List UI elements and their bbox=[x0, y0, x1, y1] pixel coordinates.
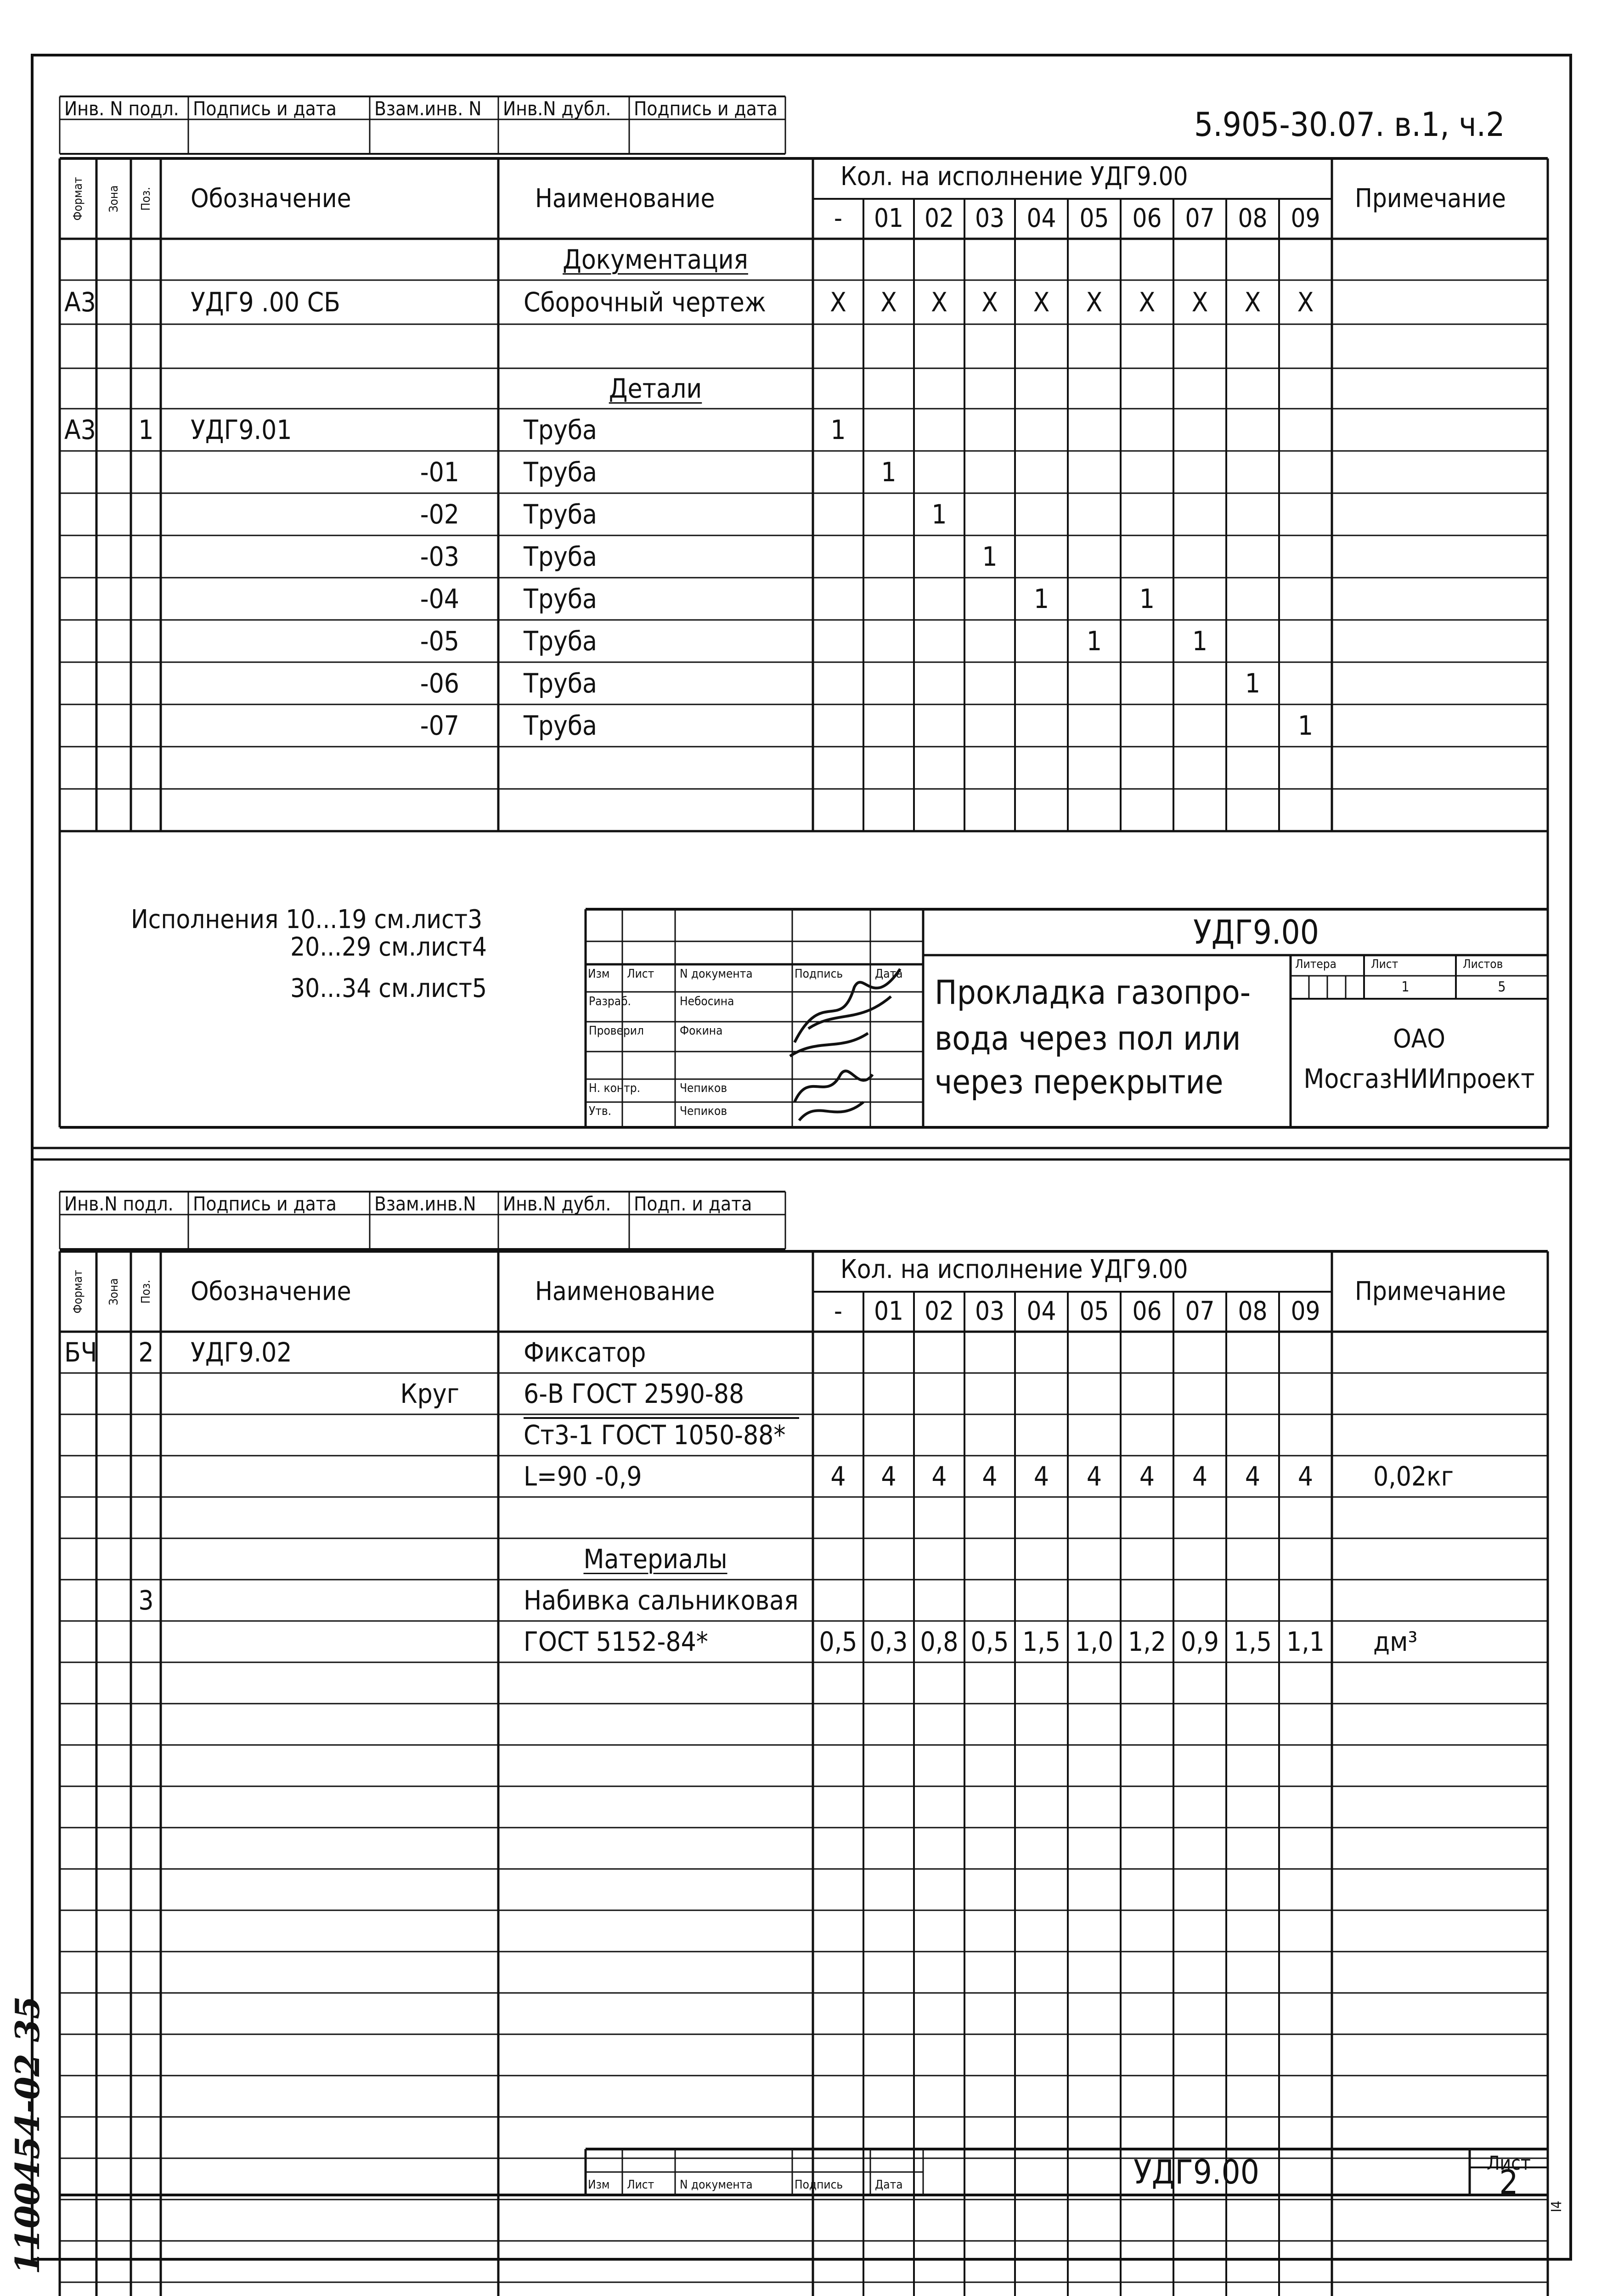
cell-qty: 1,5 bbox=[1234, 1626, 1272, 1657]
stamp-label: Инв.N подл. bbox=[64, 1193, 174, 1215]
bb-col-podp: Подпись bbox=[795, 2178, 843, 2192]
signature bbox=[790, 1033, 868, 1056]
bb-list-label: Лист bbox=[1487, 2152, 1531, 2174]
cell-qty: 0,9 bbox=[1181, 1626, 1219, 1657]
cell-qty: 1 bbox=[931, 499, 947, 530]
cell-qty: Х bbox=[880, 287, 897, 318]
cell-qty: 4 bbox=[830, 1461, 846, 1492]
bb-col-izm: Изм bbox=[588, 2178, 610, 2192]
cell-qty: 1 bbox=[830, 414, 846, 445]
cell-naimenovanie: Труба bbox=[524, 499, 598, 530]
tb-designation: УДГ9.00 bbox=[1193, 913, 1319, 951]
header-oboznachenie: Обозначение bbox=[191, 1276, 351, 1306]
tb-col-data: Дата bbox=[875, 967, 903, 981]
cell-naimenovanie: ГОСТ 5152-84* bbox=[524, 1626, 708, 1657]
stamp-label: Подп. и дата bbox=[634, 1193, 752, 1215]
tb-title-line: через перекрытие bbox=[935, 1063, 1224, 1101]
header-naimenovanie: Наименование bbox=[535, 1276, 715, 1306]
cell-qty: Х bbox=[1244, 287, 1261, 318]
cell-qty: Х bbox=[1086, 287, 1103, 318]
cell-qty: 4 bbox=[1139, 1461, 1155, 1492]
tb-prover: Проверил bbox=[589, 1024, 644, 1038]
cell-naimenovanie: Труба bbox=[524, 541, 598, 572]
tb-listov: Листов bbox=[1463, 957, 1503, 971]
header-variant: 07 bbox=[1185, 1296, 1215, 1327]
cell-qty: 4 bbox=[1033, 1461, 1049, 1492]
header-zona: Зона bbox=[107, 1278, 121, 1305]
tb-prover-name: Фокина bbox=[680, 1024, 723, 1038]
header-variant: 08 bbox=[1238, 203, 1268, 234]
signature bbox=[795, 1071, 873, 1120]
frame bbox=[32, 55, 1571, 2259]
header-format: Формат bbox=[71, 177, 85, 220]
tb-col-podp: Подпись bbox=[795, 967, 843, 981]
stamp-label: Инв.N дубл. bbox=[503, 1193, 611, 1215]
cell-oboznachenie: -07 bbox=[420, 710, 459, 741]
header-primechanie: Примечание bbox=[1355, 183, 1506, 214]
tb-listov-value: 5 bbox=[1498, 979, 1506, 995]
tb-list-value: 1 bbox=[1401, 979, 1410, 995]
tb-org: МосгазНИИпроект bbox=[1303, 1063, 1535, 1094]
cell-qty: 1 bbox=[1033, 583, 1049, 614]
cell-oboznachenie: УДГ9.02 bbox=[191, 1337, 292, 1368]
cell-oboznachenie: -05 bbox=[420, 625, 459, 657]
cell-qty: 1,2 bbox=[1128, 1626, 1166, 1657]
cell-qty: 1,5 bbox=[1022, 1626, 1060, 1657]
header-kol: Кол. на исполнение УДГ9.00 bbox=[840, 162, 1188, 191]
cell-note: дм³ bbox=[1373, 1626, 1418, 1657]
variants-note: 30...34 см.лист5 bbox=[290, 974, 487, 1003]
cell-qty: Х bbox=[830, 287, 846, 318]
header-variant: 09 bbox=[1291, 203, 1320, 234]
tb-org: ОАО bbox=[1393, 1024, 1445, 1054]
section-heading: Детали bbox=[609, 373, 702, 404]
cell-naimenovanie: Труба bbox=[524, 456, 598, 488]
cell-oboznachenie: УДГ9 .00 СБ bbox=[191, 287, 340, 318]
header-variant: 05 bbox=[1079, 1296, 1109, 1327]
cell-qty: 0,3 bbox=[869, 1626, 908, 1657]
cell-qty: Х bbox=[1191, 287, 1208, 318]
cell-naimenovanie: 6-В ГОСТ 2590-88 bbox=[524, 1378, 744, 1409]
cell-qty: 1 bbox=[1297, 710, 1314, 741]
document-code: 5.905-30.07. в.1, ч.2 bbox=[1194, 105, 1505, 144]
cell-format: БЧ bbox=[64, 1337, 97, 1368]
cell-qty: 1,0 bbox=[1075, 1626, 1113, 1657]
cell-oboznachenie: УДГ9.01 bbox=[191, 414, 292, 445]
cell-poz: 1 bbox=[138, 414, 154, 445]
cell-qty: 1 bbox=[881, 456, 897, 488]
cell-qty: 0,5 bbox=[819, 1626, 857, 1657]
section-heading: Документация bbox=[563, 244, 748, 275]
tb-litera: Литера bbox=[1295, 957, 1336, 971]
stamp-label: Подпись и дата bbox=[193, 1193, 337, 1215]
stamp-label: Инв.N дубл. bbox=[503, 97, 611, 120]
cell-note: 0,02кг bbox=[1373, 1461, 1454, 1492]
stamp-label: Подпись и дата bbox=[193, 97, 337, 120]
cell-qty: 1 bbox=[1139, 583, 1155, 614]
cell-naimenovanie: Фиксатор bbox=[524, 1337, 646, 1368]
tb-utv-name: Чепиков bbox=[680, 1104, 727, 1118]
cell-naimenovanie: Труба bbox=[524, 668, 598, 699]
cell-qty: 1 bbox=[982, 541, 998, 572]
header-poz: Поз. bbox=[139, 1279, 153, 1304]
header-oboznachenie: Обозначение bbox=[191, 183, 351, 214]
header-kol: Кол. на исполнение УДГ9.00 bbox=[840, 1255, 1188, 1284]
bb-col-data: Дата bbox=[875, 2178, 903, 2192]
margin-handwritten-number: 1100454-02 35 bbox=[8, 1996, 47, 2275]
stamp-label: Взам.инв.N bbox=[374, 1193, 476, 1215]
header-poz: Поз. bbox=[139, 186, 153, 211]
tb-nkontr: Н. контр. bbox=[589, 1081, 641, 1095]
bb-list-value: 2 bbox=[1499, 2163, 1518, 2201]
cell-qty: 0,5 bbox=[970, 1626, 1009, 1657]
header-variant: 03 bbox=[975, 1296, 1005, 1327]
cell-qty: Х bbox=[931, 287, 947, 318]
header-variant: 06 bbox=[1132, 203, 1162, 234]
header-variant: 02 bbox=[924, 1296, 954, 1327]
header-variant: 04 bbox=[1026, 1296, 1056, 1327]
cell-poz: 2 bbox=[138, 1337, 154, 1368]
cell-naimenovanie: Ст3-1 ГОСТ 1050-88* bbox=[524, 1419, 786, 1451]
tb-razrab-name: Небосина bbox=[680, 995, 734, 1008]
header-variant: 06 bbox=[1132, 1296, 1162, 1327]
header-variant: 09 bbox=[1291, 1296, 1320, 1327]
header-variant: 02 bbox=[924, 203, 954, 234]
cell-poz: 3 bbox=[138, 1585, 154, 1616]
cell-naimenovanie: Набивка сальниковая bbox=[524, 1585, 799, 1616]
tb-title-line: вода через пол или bbox=[935, 1019, 1241, 1058]
cell-oboznachenie: Круг bbox=[400, 1378, 459, 1409]
variants-note: Исполнения 10...19 см.лист3 bbox=[131, 905, 483, 934]
tb-utv: Утв. bbox=[589, 1104, 612, 1118]
cell-naimenovanie: L=90 -0,9 bbox=[524, 1461, 642, 1492]
tb-nkontr-name: Чепиков bbox=[680, 1081, 727, 1095]
header-naimenovanie: Наименование bbox=[535, 183, 715, 214]
cell-qty: Х bbox=[981, 287, 998, 318]
cell-format: А3 bbox=[64, 414, 96, 445]
cell-oboznachenie: -04 bbox=[420, 583, 459, 614]
cell-qty: 4 bbox=[1245, 1461, 1261, 1492]
cell-oboznachenie: -02 bbox=[420, 499, 459, 530]
tb-col-list: Лист bbox=[627, 967, 654, 981]
bb-designation: УДГ9.00 bbox=[1133, 2153, 1259, 2191]
header-variant: - bbox=[834, 1296, 843, 1327]
cell-qty: 1 bbox=[1245, 668, 1261, 699]
tb-title-line: Прокладка газопро- bbox=[935, 973, 1251, 1012]
header-variant: 05 bbox=[1079, 203, 1109, 234]
header-variant: - bbox=[834, 203, 843, 234]
header-zona: Зона bbox=[107, 185, 121, 212]
cell-oboznachenie: -03 bbox=[420, 541, 459, 572]
section-heading: Материалы bbox=[583, 1543, 727, 1575]
header-variant: 07 bbox=[1185, 203, 1215, 234]
cell-format: А3 bbox=[64, 287, 96, 318]
cell-oboznachenie: -01 bbox=[420, 456, 459, 488]
stamp-label: Взам.инв. N bbox=[374, 97, 482, 120]
cell-qty: Х bbox=[1033, 287, 1050, 318]
cell-oboznachenie: -06 bbox=[420, 668, 459, 699]
cell-qty: 4 bbox=[1192, 1461, 1208, 1492]
cell-qty: 0,8 bbox=[920, 1626, 959, 1657]
cell-qty: 4 bbox=[982, 1461, 998, 1492]
bb-col-list: Лист bbox=[627, 2178, 654, 2192]
cell-qty: 4 bbox=[881, 1461, 897, 1492]
cell-qty: 4 bbox=[931, 1461, 947, 1492]
cell-qty: Х bbox=[1297, 287, 1314, 318]
variants-note: 20...29 см.лист4 bbox=[290, 932, 487, 962]
header-variant: 03 bbox=[975, 203, 1005, 234]
header-variant: 04 bbox=[1026, 203, 1056, 234]
cell-qty: 4 bbox=[1086, 1461, 1102, 1492]
bb-col-ndoc: N документа bbox=[680, 2178, 753, 2192]
stamp-label: Подпись и дата bbox=[634, 97, 778, 120]
header-variant: 01 bbox=[874, 1296, 904, 1327]
corner-note: Ⅰ4 bbox=[1549, 2200, 1565, 2212]
cell-qty: 1 bbox=[1192, 625, 1208, 657]
cell-naimenovanie: Труба bbox=[524, 583, 598, 614]
cell-qty: 4 bbox=[1297, 1461, 1314, 1492]
cell-naimenovanie: Сборочный чертеж bbox=[524, 287, 766, 318]
header-variant: 01 bbox=[874, 203, 904, 234]
stamp-label: Инв. N подл. bbox=[64, 97, 179, 120]
header-format: Формат bbox=[71, 1270, 85, 1313]
tb-list: Лист bbox=[1371, 957, 1398, 971]
cell-qty: Х bbox=[1139, 287, 1156, 318]
tb-razrab: Разраб. bbox=[589, 995, 631, 1008]
header-variant: 08 bbox=[1238, 1296, 1268, 1327]
tb-col-izm: Изм bbox=[588, 967, 610, 981]
cell-naimenovanie: Труба bbox=[524, 710, 598, 741]
tb-col-ndoc: N документа bbox=[680, 967, 753, 981]
header-primechanie: Примечание bbox=[1355, 1276, 1506, 1306]
cell-naimenovanie: Труба bbox=[524, 414, 598, 445]
cell-naimenovanie: Труба bbox=[524, 625, 598, 657]
cell-qty: 1,1 bbox=[1286, 1626, 1325, 1657]
cell-qty: 1 bbox=[1086, 625, 1102, 657]
